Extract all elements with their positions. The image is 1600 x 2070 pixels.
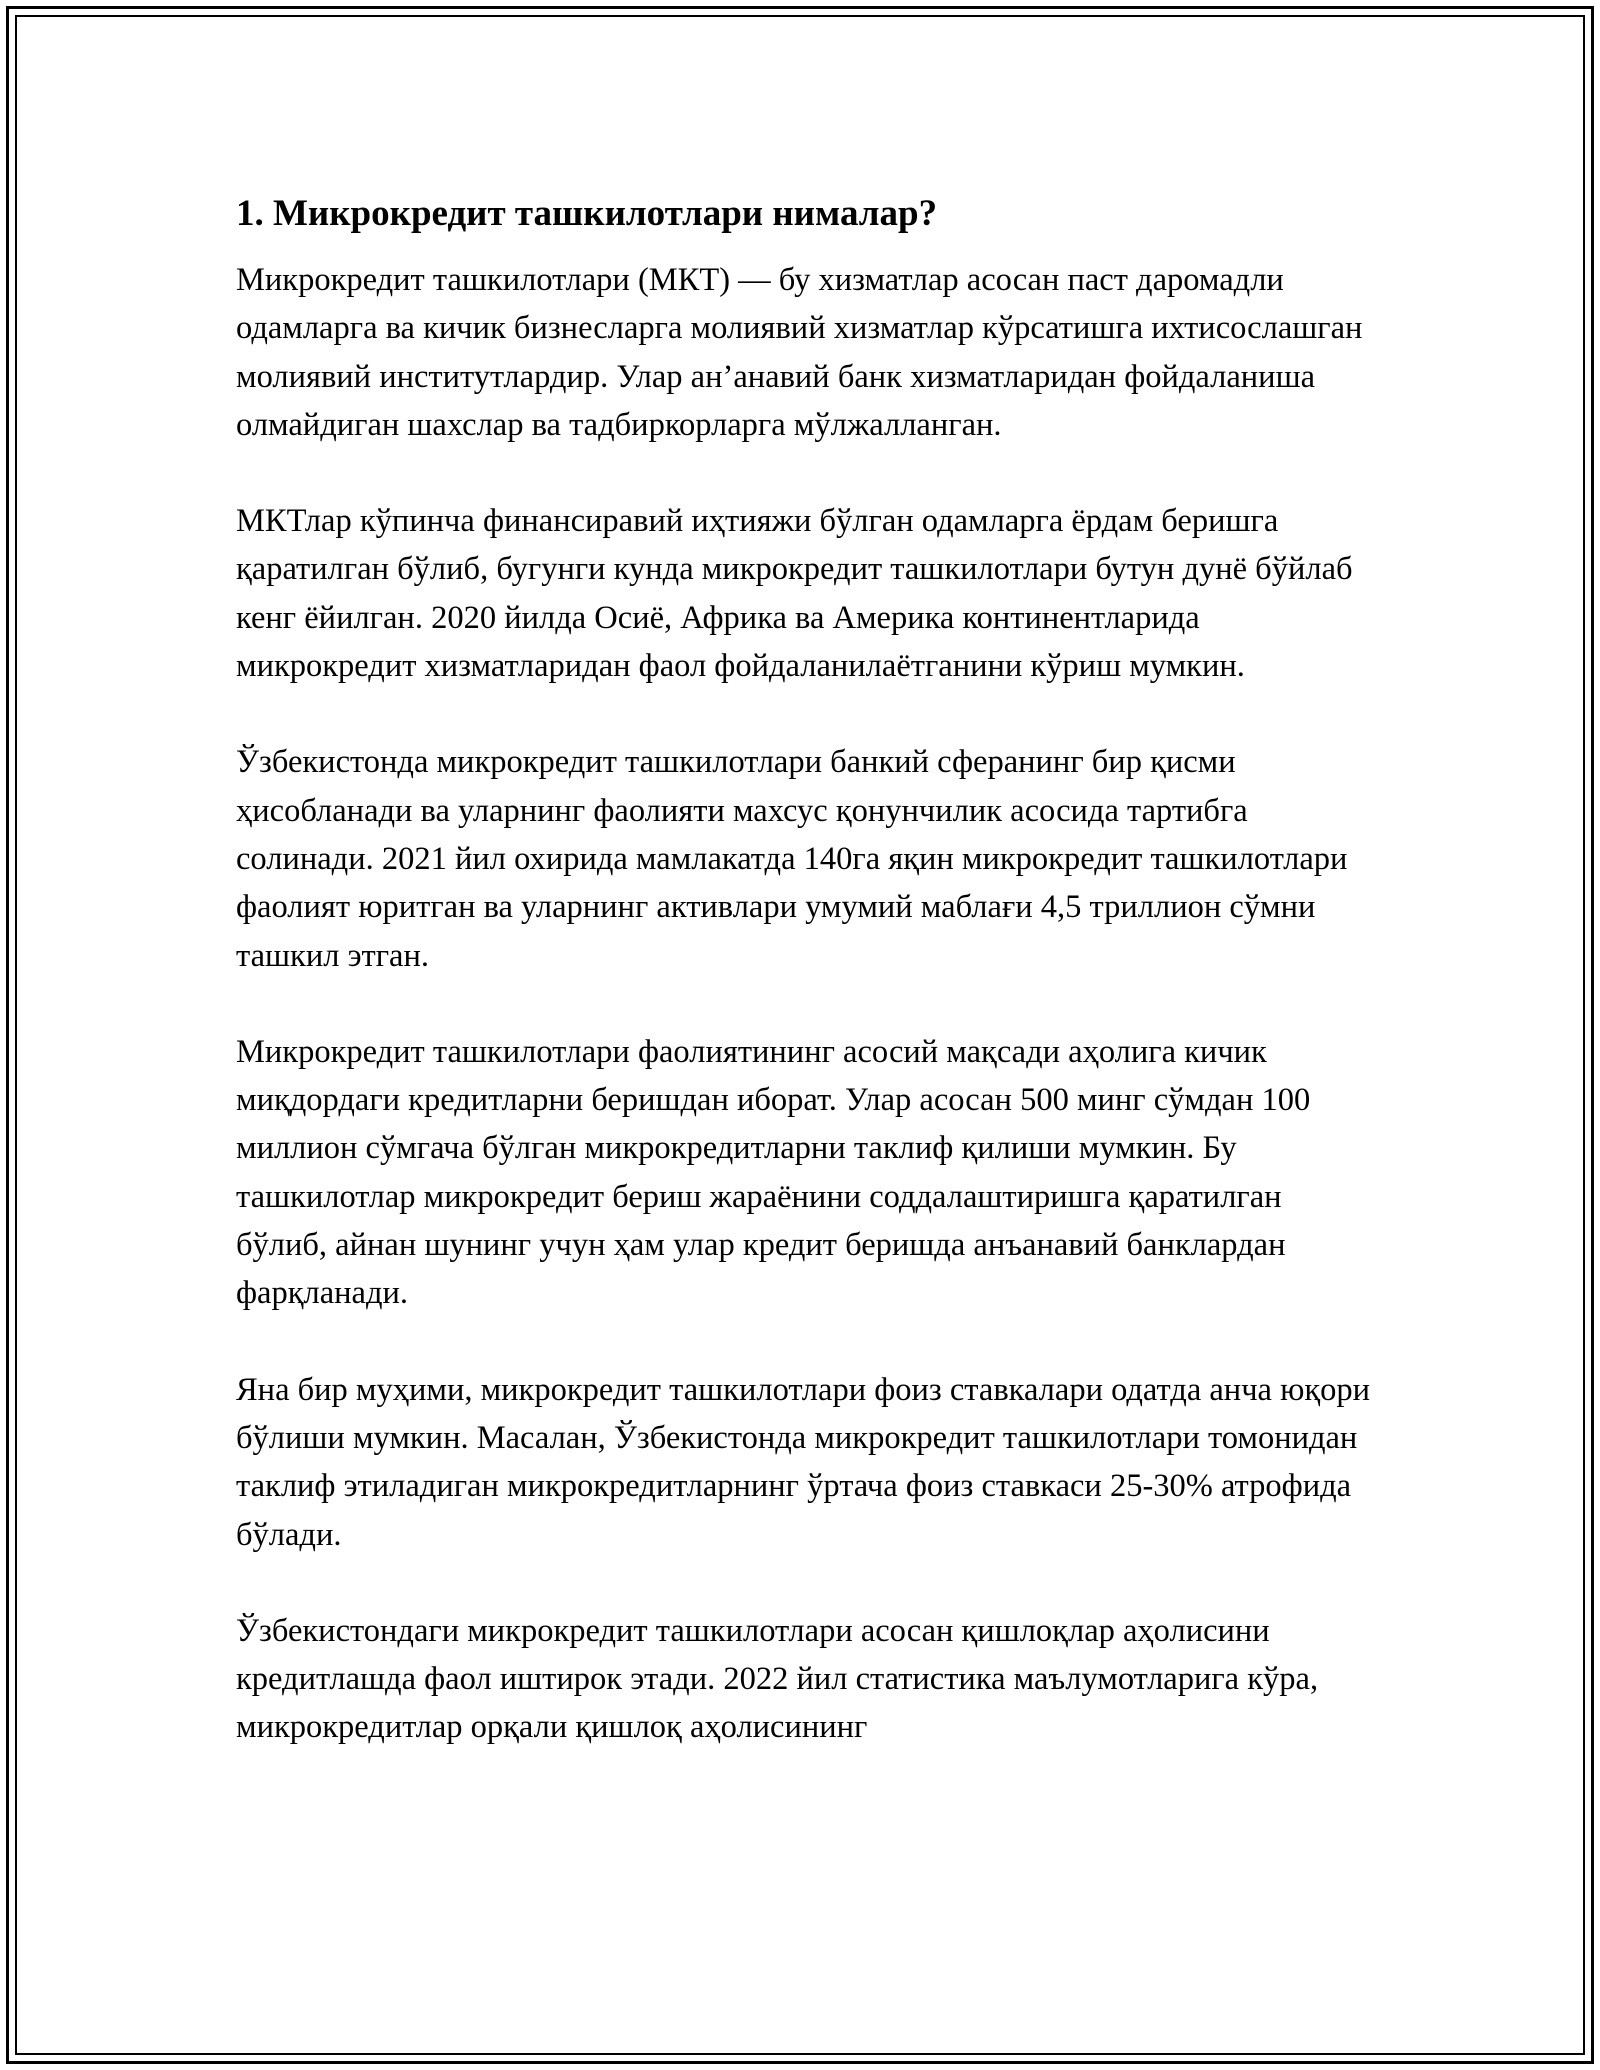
paragraph-intro: Микрокредит ташкилотлари (МКТ) — бу хизматлар асосан паст даромадли одамларга ва кичик бизнесларга молиявий хизматлар кўрсатишга ихтисослашган молиявий институтлардир. Улар ан’анавий банк хизматларидан фойдаланиша олмайдиган шахслар ва тадбиркорларга мўлжалланган. [236,262,1363,443]
paragraph-main-purpose: Микрокредит ташкилотлари фаолиятининг асосий мақсади аҳолига кичик миқдордаги кредитларни беришдан иборат. Улар асосан 500 минг сўмдан 100 миллион сўмгача бўлган микрокредитларни таклиф қилиши мумкин. Бу ташкилотлар микрокредит бериш жараёнини соддалаштиришга қаратилган бўлиб, айнан шунинг учун ҳам улар кредит беришда анъанавий банклардан фарқланади. [236,1033,1311,1312]
paragraph-global-spread: МКТлар кўпинча финансиравий иҳтияжи бўлган одамларга ёрдам беришга қаратилган бўлиб, бугунги кунда микрокредит ташкилотлари бутун дунё бўйлаб кенг ёйилган. 2020 йилда Осиё, Африка ва Америка континентларида микрокредит хизматларидан фаол фойдаланилаётганини кўриш мумкин. [236,503,1353,685]
section-heading: 1. Микрокредит ташкилотлари нималар? [236,193,938,234]
paragraph-interest-rates: Яна бир муҳими, микрокредит ташкилотлари фоиз ставкалари одатда анча юқори бўлиши мумкин. Масалан, Ўзбекистонда микрокредит ташкилотлари томонидан таклиф этиладиган микрокредитларнинг ўртача фоиз ставкаси 25-30% атрофида бўлади. [236,1371,1371,1553]
paragraph-rural-lending: Ўзбекистондаги микрокредит ташкилотлари асосан қишлоқлар аҳолисини кредитлашда фаол иштирок этади. 2022 йил статистика маълумотларига кўра, микрокредитлар орқали қишлоқ аҳолисининг [236,1612,1319,1746]
document-body [236,190,1376,1800]
paragraph-uzbekistan-overview: Ўзбекистонда микрокредит ташкилотлари банкий сферанинг бир қисми ҳисобланади ва уларнинг фаолияти махсус қонунчилик асосида тартибга солинади. 2021 йил охирида мамлакатда 140га яқин микрокредит ташкилотлари фаолият юритган ва уларнинг активлари умумий маблағи 4,5 триллион сўмни ташкил этган. [236,744,1348,974]
